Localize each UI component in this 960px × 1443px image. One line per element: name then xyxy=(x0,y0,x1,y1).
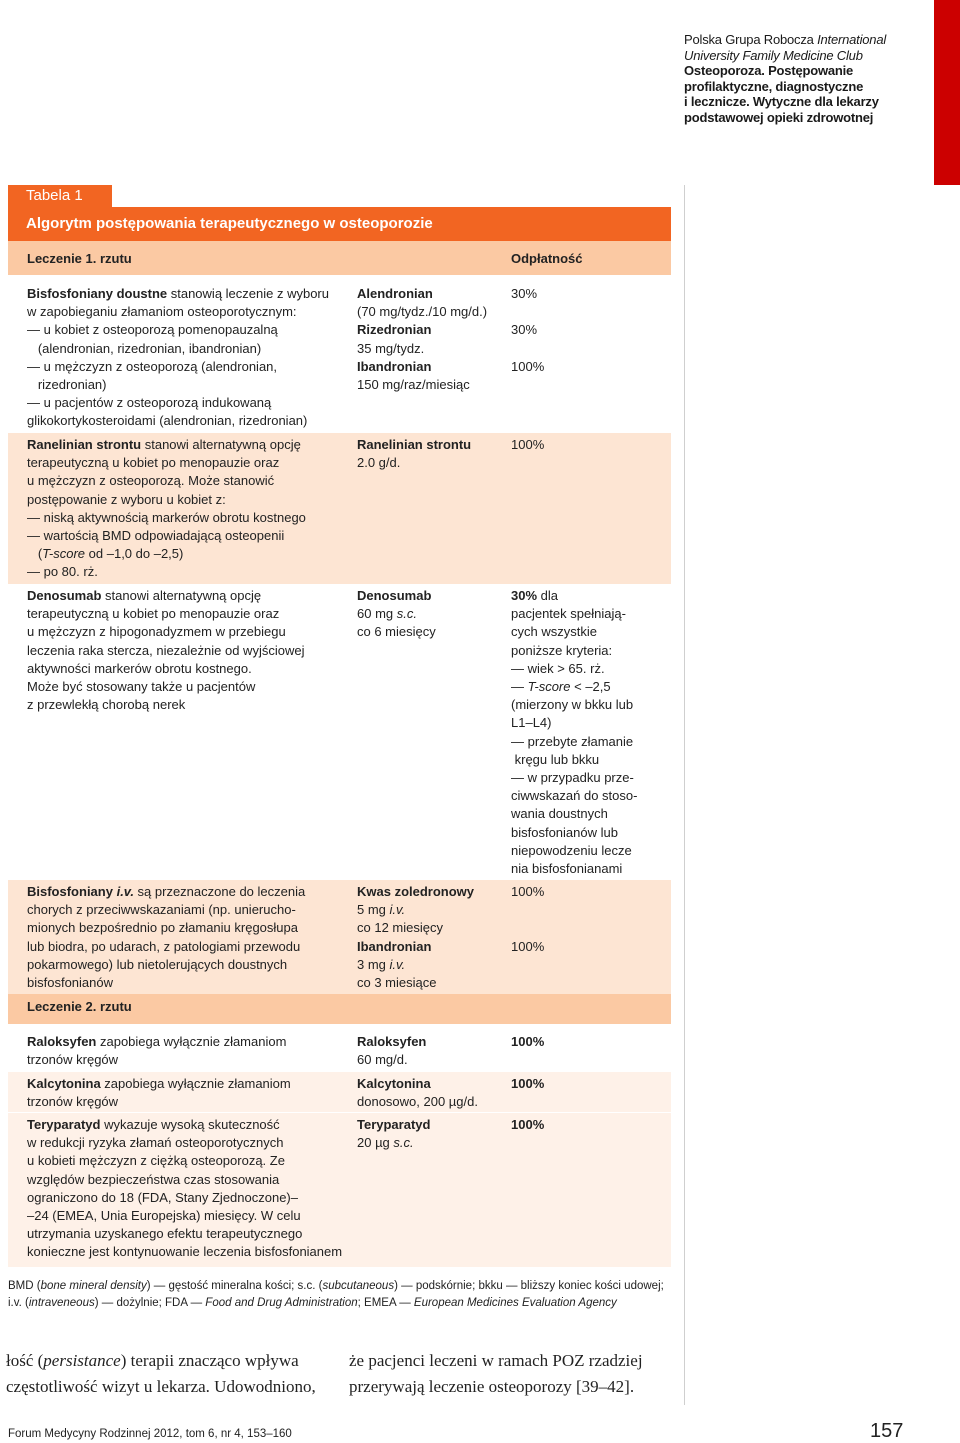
row6-drug: Kalcytonina donosowo, 200 µg/d. xyxy=(357,1076,478,1110)
header-line: University Family Medicine Club xyxy=(684,47,863,63)
header-first-line: Leczenie 1. rzutu xyxy=(27,251,132,266)
row4-payment: 100% 100% xyxy=(511,884,545,954)
row7-text: Teryparatyd wykazuje wysoką skuteczność w redukcji ryzyka złamań osteoporotycznych u kobieti mężczyzn z ciężką osteoporozą. Ze względów bezpieczeństwa czas stosowania ograniczono do 18 (FDA, Stany Zjednoczone)– –24 (EMEA, Unia Europejska) miesięcy. W celu utrzymania uzyskanego efektu terapeutycznego konieczne jest kontynuowanie leczenia bisfosfonianem xyxy=(27,1117,343,1260)
row5-text: Raloksyfen zapobiega wyłącznie złamaniom trzonów kręgów xyxy=(27,1034,287,1068)
header-line: Osteoporoza. Postępowanie xyxy=(684,63,854,79)
header-line: podstawowej opieki zdrowotnej xyxy=(684,109,874,125)
body-right-column: że pacjenci leczeni w ramach POZ rzadziej przerywają leczenie osteoporozy [39–42]. xyxy=(349,1351,643,1396)
header-line: Polska Grupa Robocza xyxy=(684,32,818,47)
journal-footer: Forum Medycyny Rodzinnej 2012, tom 6, nr 4, 153–160 xyxy=(8,1428,292,1440)
header-line: profilaktyczne, diagnostyczne xyxy=(684,78,864,94)
row1-text: Bisfosfoniany doustne stanowią leczenie z wyboru w zapobieganiu złamaniom osteoporotycznym: — u kobiet z osteoporozą pomenopauzalną (alendronian, rizedronian, ibandronian) — u mężczyzn z osteoporozą (alendronian, rizedronian) — u pacjentów z osteoporozą indukowaną glikokortykosteroidami (alendronian, rizedronian) xyxy=(27,286,329,429)
row1-payment: 30% 30% 100% xyxy=(511,286,545,374)
header-line-italic: International xyxy=(817,32,887,47)
row2-text: Ranelinian strontu stanowi alternatywną opcję terapeutyczną u kobiet po menopauzie oraz u mężczyzn z osteoporozą. Może stanowić postępowanie z wyboru u kobiet z: — niską aktywnością markerów obrotu kostnego — wartością BMD odpowiadającą osteopenii (T-score od –1,0 do –2,5) — po 80. rż. xyxy=(27,437,306,580)
row3-text: Denosumab stanowi alternatywną opcję terapeutyczną u kobiet po menopauzie oraz u mężczyzn z hipogonadyzmem w przebiegu leczenia raka stercza, niezależnie od wyjściowej aktywności markerów obrotu kostnego. Może być stosowany także u pacjentów z przewlekłą chorobą nerek xyxy=(27,588,305,713)
row6-payment: 100% xyxy=(511,1076,545,1091)
row3-payment: 30% dla pacjentek spełniają- cych wszystkie poniższe kryteria: — wiek > 65. rż. — T-score < –2,5 (mierzony w bkku lub L1–L4) — przebyte złamanie kręgu lub bkku — w przypadku prze- ciwwskazań do stoso- wania doustnych bisfosfonianów lub niepowodzeniu lecze nia bisfosfonianami xyxy=(511,588,638,877)
header-payment: Odpłatność xyxy=(511,251,583,266)
page-number: 157 xyxy=(870,1420,904,1442)
table-label: Tabela 1 xyxy=(8,185,112,207)
table-title: Algorytm postępowania terapeutycznego w osteoporozie xyxy=(8,207,671,241)
row2-drug: Ranelinian strontu 2.0 g/d. xyxy=(357,437,472,471)
row7-payment: 100% xyxy=(511,1117,545,1132)
row2-payment: 100% xyxy=(511,437,545,452)
row5-payment: 100% xyxy=(511,1034,545,1049)
row1-drug: Alendronian (70 mg/tydz./10 mg/d.) Rizedronian 35 mg/tydz. Ibandronian 150 mg/raz/miesiąc xyxy=(357,286,488,393)
row6-text: Kalcytonina zapobiega wyłącznie złamaniom trzonów kręgów xyxy=(27,1076,291,1110)
row7-drug: Teryparatyd 20 µg s.c. xyxy=(357,1117,431,1151)
header-line: i lecznicze. Wytyczne dla lekarzy xyxy=(684,94,879,110)
body-left-column: łość (persistance) terapii znacząco wpływa częstotliwość wizyt u lekarza. Udowodniono, xyxy=(6,1351,316,1396)
table-footnote: BMD (bone mineral density) — gęstość mineralna kości; s.c. (subcutaneous) — podskórnie; bkku — bliższy koniec kości udowej; i.v. (intraveneous) — dożylnie; FDA — Food and Drug Administration; EMEA — European Medicines Evaluation Agency xyxy=(8,1280,664,1309)
row5-drug: Raloksyfen 60 mg/d. xyxy=(357,1034,427,1068)
header-second-line: Leczenie 2. rzutu xyxy=(27,999,132,1014)
row3-drug: Denosumab 60 mg s.c. co 6 miesięcy xyxy=(357,588,436,640)
header-red-bar xyxy=(934,0,960,185)
row4-drug: Kwas zoledronowy 5 mg i.v. co 12 miesięcy Ibandronian 3 mg i.v. co 3 miesiące xyxy=(357,884,475,991)
column-rule xyxy=(684,185,685,1405)
running-header xyxy=(684,32,886,126)
row4-text: Bisfosfoniany i.v. są przeznaczone do leczenia chorych z przeciwwskazaniami (np. unierucho- mionych bezpośrednio po złamaniu kręgosłupa lub biodra, po udarach, z patologiami przewodu pokarmowego) lub nietolerujących doustnych bisfosfonianów xyxy=(27,884,306,991)
